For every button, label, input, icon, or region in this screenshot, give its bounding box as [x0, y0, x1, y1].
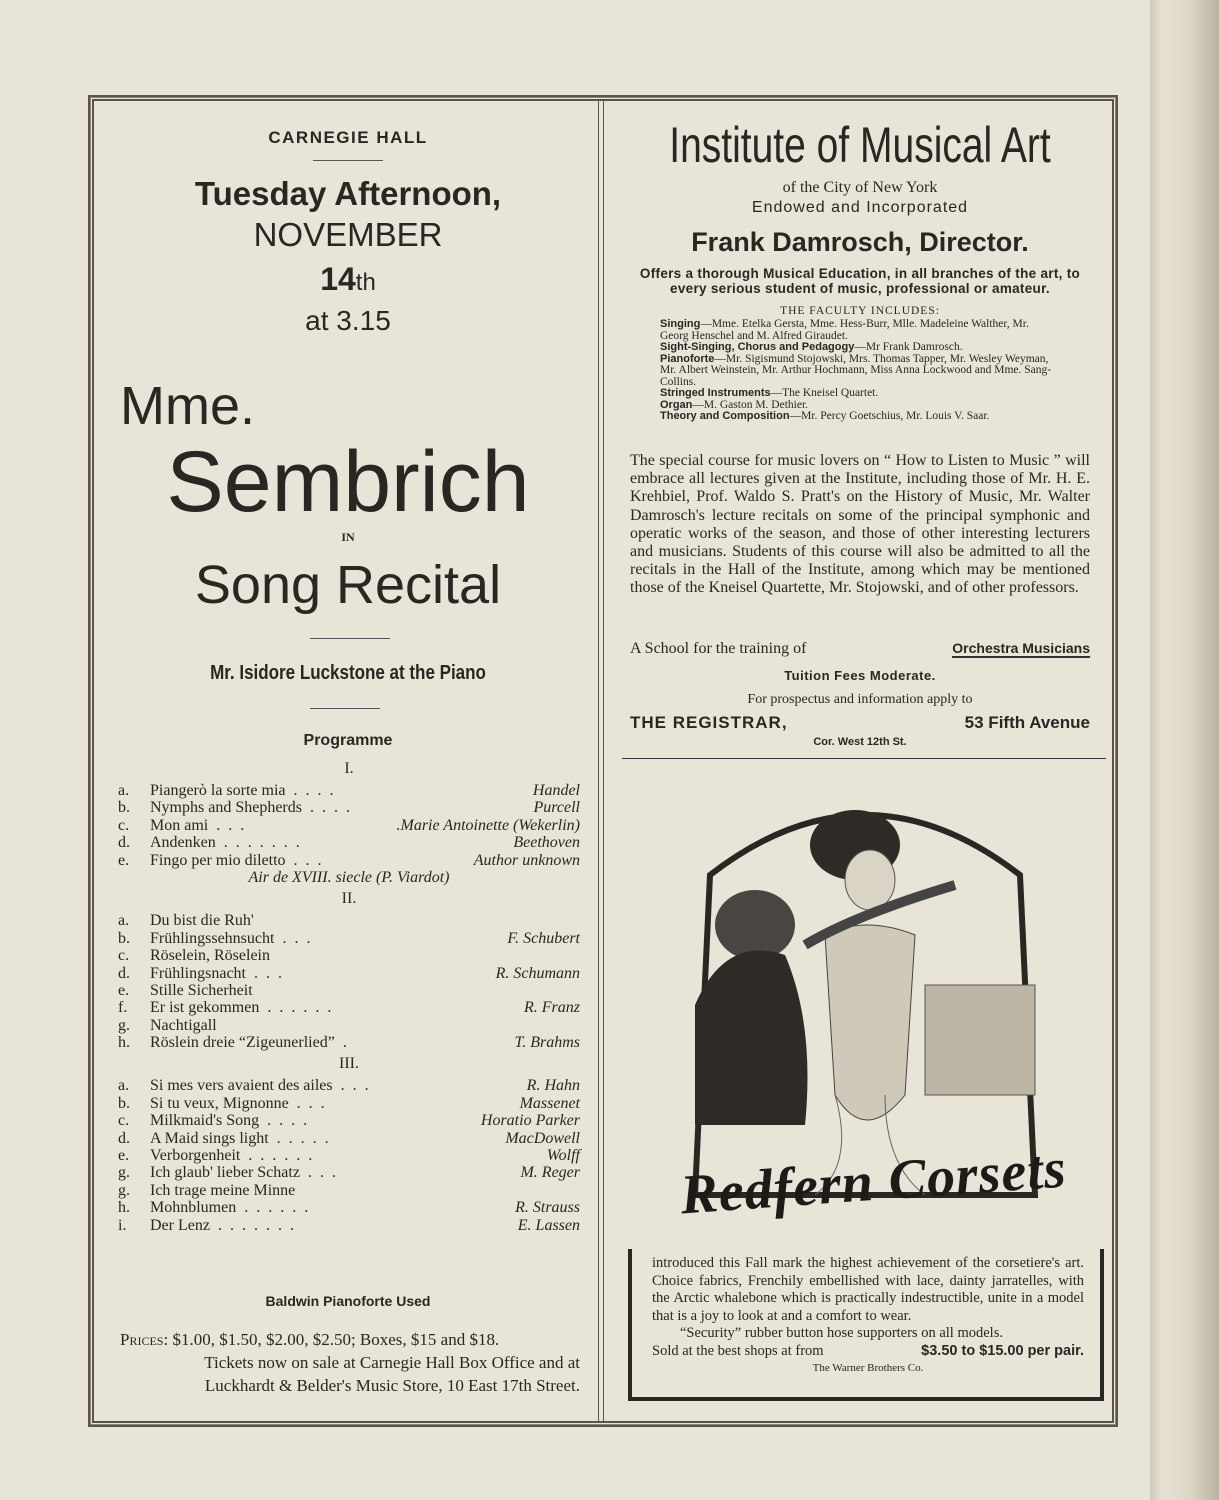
venue: CARNEGIE HALL [268, 128, 428, 147]
programme-item [118, 1095, 580, 1112]
registrar-line [630, 713, 1090, 733]
time: at 3.15 [305, 305, 391, 336]
item-letter: b. [118, 929, 130, 947]
faculty-names: —Mr Frank Damrosch. [854, 341, 963, 353]
item-title: Stille Sicherheit [150, 981, 253, 999]
institute-subtitle-2: Endowed and Incorporated [751, 199, 969, 216]
programme-item [118, 1077, 580, 1094]
faculty-list [612, 317, 1108, 423]
section-note: Air de XVIII. siecle (P. Viardot) [248, 868, 450, 886]
date [100, 257, 596, 305]
item-title: Er ist gekommen . . . . . . [150, 999, 332, 1017]
item-letter: g. [118, 1164, 130, 1182]
programme-item [118, 930, 580, 947]
column-divider [598, 100, 604, 1422]
programme-item [118, 1164, 580, 1181]
tickets-line-2: Luckhardt & Belder's Music Store, 10 East 17th Street. [204, 1376, 580, 1395]
date-number: 14 [320, 261, 356, 297]
item-title: Ich glaub' lieber Schatz . . . [150, 1164, 336, 1182]
item-title: Röslein dreie “Zigeunerlied” . [150, 1034, 347, 1052]
honorific: Mme. [120, 376, 255, 436]
item-letter: e. [118, 981, 130, 999]
programme-item [118, 799, 580, 816]
item-title: Du bist die Ruh' [150, 912, 254, 930]
item-composer: F. Schubert [507, 929, 580, 947]
item-letter: e. [118, 1147, 130, 1165]
programme-item [118, 1034, 580, 1051]
date-suffix: th [355, 269, 376, 296]
faculty-names: —Mr. Sigismund Stojowski, Mrs. Thomas Tapper, Mr. Wesley Weyman, Mr. Albert Weinstein, Mr. Arthur Hochmann, Miss Anna Lockwood and Mme. Sang-Collins. [660, 352, 1052, 388]
item-letter: d. [118, 834, 130, 852]
institute-ad [612, 112, 1108, 423]
item-letter: c. [118, 1112, 130, 1130]
in-label: IN [341, 530, 355, 544]
institute-subtitle-1: of the City of New York [782, 179, 938, 196]
event-title: Song Recital [194, 555, 502, 615]
item-title: Verborgenheit . . . . . . [150, 1147, 313, 1165]
item-title: Milkmaid's Song . . . . [150, 1112, 308, 1130]
item-composer: Horatio Parker [480, 1112, 580, 1130]
programme-item [118, 1112, 580, 1129]
faculty-names: —The Kneisel Quartet. [770, 387, 879, 399]
school-bold: Orchestra Musicians [952, 640, 1090, 656]
rule [310, 708, 380, 709]
item-composer: Massenet [519, 1094, 580, 1112]
item-title: Si tu veux, Mignonne . . . [150, 1094, 325, 1112]
adjacent-page-edge [1150, 0, 1219, 1500]
faculty-names: —M. Gaston M. Dethier. [692, 398, 809, 411]
day: Tuesday Afternoon, [194, 175, 502, 212]
item-composer: R. Schumann [495, 964, 580, 982]
ad-body [652, 1255, 1084, 1378]
item-title: Nymphs and Shepherds . . . . [150, 799, 350, 817]
rule [622, 758, 1106, 759]
item-composer: Beethoven [513, 834, 580, 852]
item-composer: .Marie Antoinette (Wekerlin) [396, 816, 580, 834]
artist-name: Sembrich [166, 434, 530, 530]
rule [313, 160, 383, 161]
item-letter: a. [118, 1077, 130, 1095]
section-numeral: II. [341, 890, 357, 908]
institute-title: Institute of Musical Art [669, 117, 1051, 173]
item-title: Frühlingssehnsucht . . . [150, 929, 311, 947]
programme-item [118, 834, 580, 851]
faculty-title: THE FACULTY INCLUDES: [780, 305, 940, 317]
item-letter: e. [118, 851, 130, 869]
redfern-corsets-logo: Redfern Corsets [678, 1137, 1069, 1227]
programme-item [118, 947, 580, 964]
item-composer: Author unknown [473, 851, 580, 869]
item-title: Der Lenz . . . . . . . [150, 1216, 294, 1234]
section-numeral: III. [339, 1055, 359, 1073]
item-composer: R. Strauss [515, 1199, 580, 1217]
piano-note: Baldwin Pianoforte Used [265, 1293, 431, 1309]
programme-item [118, 982, 580, 999]
programme-item [118, 1199, 580, 1216]
ticket-info [120, 1328, 580, 1397]
programme-item [118, 817, 580, 834]
prospectus: For prospectus and information apply to [747, 692, 973, 707]
faculty-subject: Sight-Singing, Chorus and Pedagogy [660, 341, 855, 353]
programme-item [118, 965, 580, 982]
item-letter: c. [118, 947, 130, 965]
programme-item [118, 1217, 580, 1234]
concert-announcement [100, 128, 596, 337]
item-letter: b. [118, 1094, 130, 1112]
item-composer: Wolff [546, 1147, 580, 1165]
item-letter: a. [118, 782, 130, 799]
faculty-subject: Singing [660, 318, 701, 330]
item-letter: a. [118, 912, 130, 930]
programme-item [118, 1130, 580, 1147]
item-title: A Maid sings light . . . . . [150, 1129, 329, 1147]
programme-item [118, 999, 580, 1016]
item-letter: g. [118, 1016, 130, 1034]
ad-company: The Warner Brothers Co. [812, 1362, 924, 1374]
address: 53 Fifth Avenue [964, 713, 1090, 732]
item-title: Ich trage meine Minne [150, 1181, 296, 1199]
programme-list [118, 756, 580, 1234]
prices-values: $1.00, $1.50, $2.00, $2.50; Boxes, $15 and $18. [172, 1330, 500, 1349]
item-letter: d. [118, 964, 130, 982]
item-letter: b. [118, 799, 130, 817]
faculty-subject: Stringed Instruments [660, 387, 771, 399]
registrar: THE REGISTRAR, [630, 713, 788, 732]
faculty-subject: Theory and Composition [660, 410, 790, 422]
programme-title: Programme [303, 732, 393, 749]
director: Frank Damrosch, Director. [691, 227, 1029, 257]
ad-sold: Sold at the best shops at from [652, 1342, 824, 1359]
programme-item [118, 1182, 580, 1199]
item-composer: R. Hahn [526, 1077, 580, 1095]
item-letter: h. [118, 1034, 130, 1052]
rule [310, 638, 390, 639]
school-text: A School for the training of [630, 640, 807, 657]
item-title: Piangerò la sorte mia . . . . [150, 782, 334, 799]
item-title: Frühlingsnacht . . . [150, 964, 282, 982]
item-letter: h. [118, 1199, 130, 1217]
school-line [630, 640, 1090, 658]
prices-label: Prices: [120, 1330, 169, 1349]
item-composer: Handel [532, 782, 580, 799]
item-letter: c. [118, 816, 130, 834]
tuition: Tuition Fees Moderate. [784, 668, 936, 683]
item-composer: T. Brahms [514, 1034, 580, 1052]
offer-text: Offers a thorough Musical Education, in all branches of the art, to every serious student of music, professional or amateur. [639, 266, 1081, 296]
ad-text-2: “Security” rubber button hose supporters on all models. [680, 1325, 1003, 1341]
item-title: Röselein, Röselein [150, 947, 270, 965]
faculty-entry [660, 354, 1058, 389]
item-composer: M. Reger [520, 1164, 580, 1182]
prices [120, 1328, 580, 1351]
faculty-entry [660, 411, 1058, 423]
special-course: The special course for music lovers on “ How to Listen to Music ” will embrace all lectures given at the Institute, including those of Mr. H. E. Krehbiel, Prof. Waldo S. Pratt's on the History of Music, Mr. Walter Damrosch's lecture recitals on some of the principal symphonic and operatic works of the season, and those of other interesting lecturers and musicians. Students of this course will also be admitted to all the recitals in the Hall of the Institute, among which may be mentioned those of the Kneisel Quartette, Mr. Stojowski, and of other professors. [630, 452, 1090, 597]
item-composer: E. Lassen [517, 1216, 580, 1234]
item-title: Fingo per mio diletto . . . [150, 851, 322, 869]
tickets-line-1: Tickets now on sale at Carnegie Hall Box Office and at [204, 1353, 580, 1372]
item-composer: R. Franz [524, 999, 580, 1017]
item-title: Mohnblumen . . . . . . [150, 1199, 309, 1217]
faculty-subject: Organ [660, 398, 693, 411]
programme-item [118, 1147, 580, 1164]
section-numeral: I. [344, 760, 354, 777]
item-composer: Purcell [533, 799, 580, 817]
item-letter: g. [118, 1181, 130, 1199]
item-title: Mon ami . . . [150, 816, 245, 834]
faculty-names: —Mme. Etelka Gersta, Mme. Hess-Burr, Mlle. Madeleine Walther, Mr. Georg Henschel and M. Alfred Giraudet. [660, 318, 1029, 342]
month: NOVEMBER [253, 216, 443, 253]
programme-item [118, 782, 580, 799]
item-title: Nachtigall [150, 1016, 217, 1034]
accompanist: Mr. Isidore Luckstone at the Piano [210, 662, 486, 684]
item-title: Si mes vers avaient des ailes . . . [150, 1077, 369, 1095]
item-letter: i. [118, 1216, 127, 1234]
item-composer: MacDowell [505, 1129, 580, 1147]
faculty-names: —Mr. Percy Goetschius, Mr. Louis V. Saar. [789, 410, 990, 422]
ad-price: $3.50 to $15.00 per pair. [921, 1342, 1084, 1359]
corner: Cor. West 12th St. [813, 736, 907, 748]
programme-item [118, 1017, 580, 1034]
programme-item [118, 852, 580, 869]
faculty-entry [660, 319, 1058, 342]
item-letter: f. [118, 999, 128, 1017]
ad-text: introduced this Fall mark the highest achievement of the corsetiere's art. Choice fabrics, Frenchily embellished with lace, dainty jarratelles, with the Arctic whalebone which is practically indestructible, unite in a model that is a joy to look at and a comfort to wear. [652, 1255, 1084, 1324]
faculty-subject: Pianoforte [660, 352, 715, 365]
item-letter: d. [118, 1129, 130, 1147]
programme-item [118, 912, 580, 929]
item-title: Andenken . . . . . . . [150, 834, 300, 852]
